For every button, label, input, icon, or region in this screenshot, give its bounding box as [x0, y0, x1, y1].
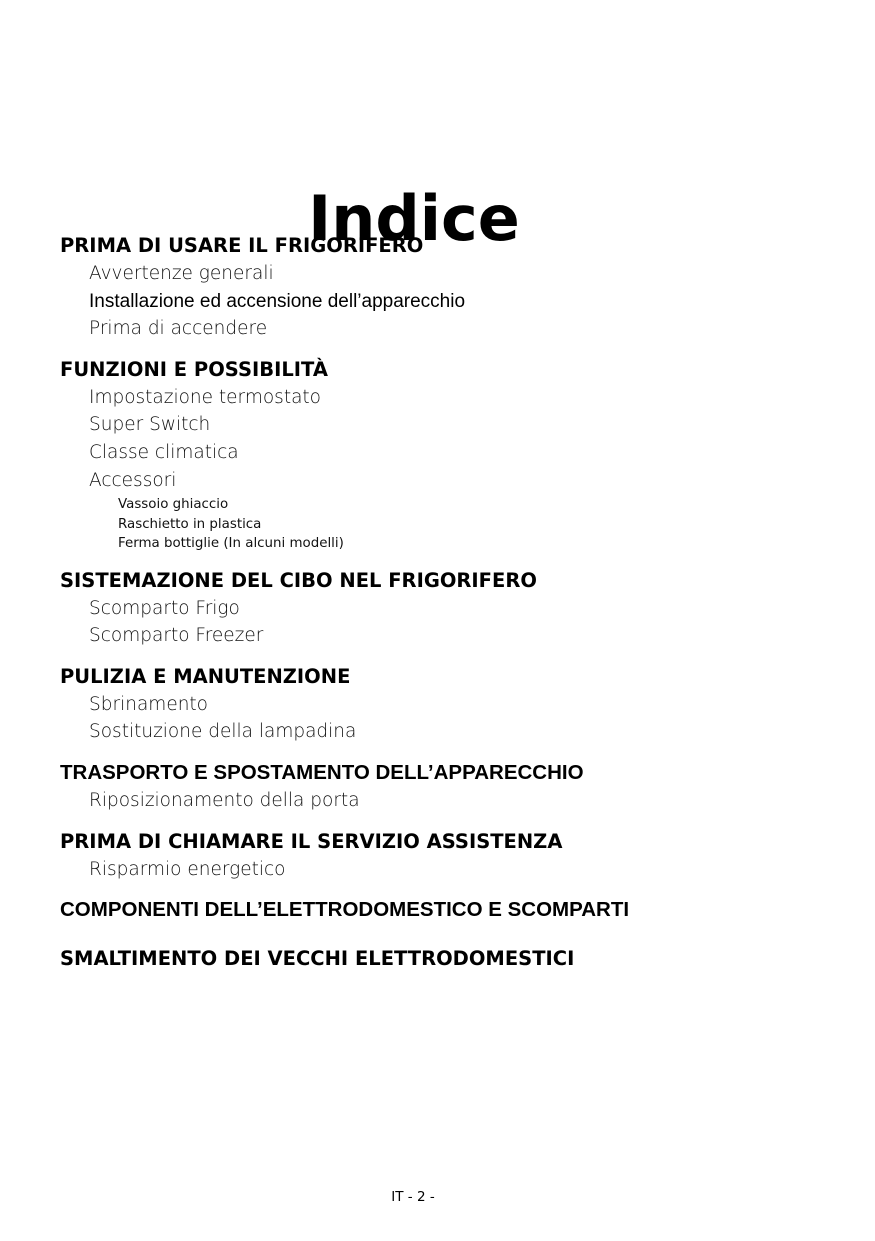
page-number-footer: IT - 2 -	[391, 1189, 435, 1205]
section-heading: COMPONENTI DELL’ELETTRODOMESTICO E SCOMPARTI	[60, 898, 630, 922]
section-items	[60, 595, 840, 650]
section-heading: SMALTIMENTO DEI VECCHI ELETTRODOMESTICI	[60, 947, 575, 971]
page-title: Indice	[308, 181, 520, 255]
section-heading: PRIMA DI CHIAMARE IL SERVIZIO ASSISTENZA	[60, 829, 563, 853]
toc-subitem-raschietto: Raschietto in plastica	[118, 516, 262, 532]
accessori-subitems	[60, 495, 840, 554]
toc-item-sostituzione-lampadina: Sostituzione della lampadina	[89, 721, 357, 743]
toc-subitem-ferma-bottiglie: Ferma bottiglie (In alcuni modelli)	[118, 536, 344, 552]
section-items	[60, 260, 840, 343]
toc-section-servizio-assistenza	[60, 828, 840, 884]
section-items	[60, 691, 840, 746]
toc-item-super-switch: Super Switch	[89, 414, 211, 436]
section-items	[60, 856, 840, 884]
toc-section-prima-di-usare	[60, 232, 840, 343]
toc-item-riposizionamento-porta: Riposizionamento della porta	[89, 790, 360, 812]
toc-item-classe-climatica: Classe climatica	[89, 441, 239, 463]
toc-item-accessori: Accessori	[89, 469, 177, 491]
toc-item-avvertenze-generali: Avvertenze generali	[89, 263, 274, 284]
toc-section-smaltimento	[60, 945, 840, 973]
section-items	[60, 384, 840, 494]
toc-item-scomparto-freezer: Scomparto Freezer	[89, 625, 264, 647]
toc-section-sistemazione-cibo	[60, 567, 840, 650]
toc-section-funzioni	[60, 356, 840, 554]
section-heading: FUNZIONI E POSSIBILITÀ	[60, 357, 328, 381]
section-heading: PRIMA DI USARE IL FRIGORIFERO	[60, 234, 424, 257]
toc-section-pulizia	[60, 663, 840, 746]
section-heading: PULIZIA E MANUTENZIONE	[60, 664, 351, 688]
toc-item-impostazione-termostato: Impostazione termostato	[89, 386, 321, 408]
toc-section-trasporto	[60, 759, 840, 815]
section-heading: SISTEMAZIONE DEL CIBO NEL FRIGORIFERO	[60, 568, 537, 592]
toc-section-componenti	[60, 896, 840, 924]
toc-item-scomparto-frigo: Scomparto Frigo	[89, 597, 240, 619]
section-heading: TRASPORTO E SPOSTAMENTO DELL’APPARECCHIO	[60, 761, 584, 785]
toc-item-installazione: Installazione ed accensione dell’apparecchio	[89, 290, 466, 312]
toc-item-sbrinamento: Sbrinamento	[89, 693, 208, 715]
section-items	[60, 787, 840, 815]
toc-item-prima-di-accendere: Prima di accendere	[89, 318, 268, 340]
toc-subitem-vassoio-ghiaccio: Vassoio ghiaccio	[118, 497, 229, 513]
table-of-contents	[60, 232, 840, 986]
toc-item-risparmio-energetico: Risparmio energetico	[89, 858, 286, 880]
